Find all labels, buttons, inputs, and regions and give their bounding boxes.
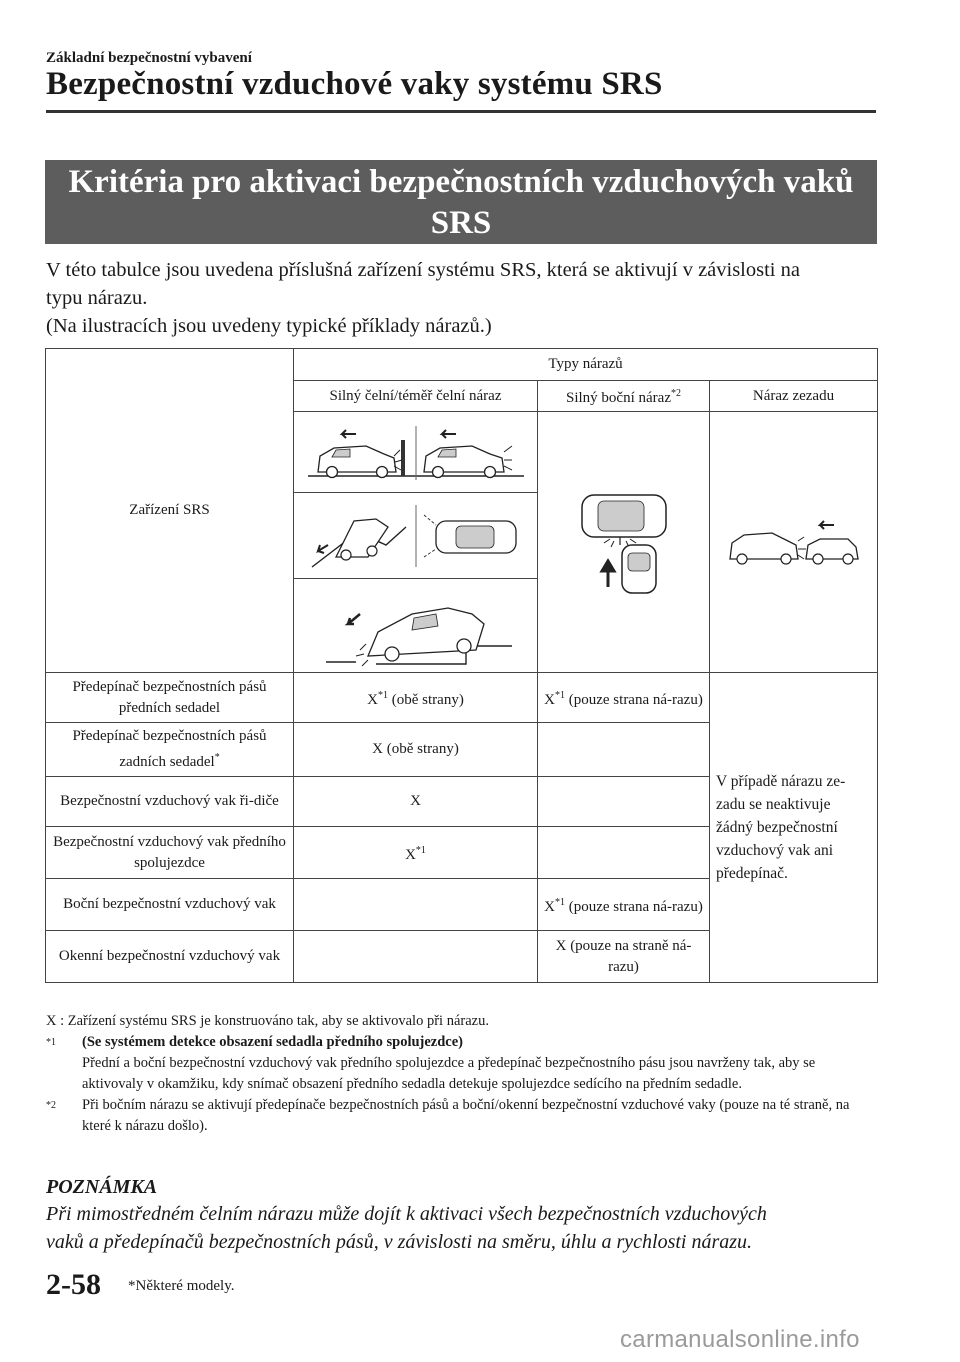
row-1-side <box>538 723 710 777</box>
row-1-device <box>46 723 294 777</box>
row-5-device <box>46 931 294 983</box>
models-note: *Některé modely. <box>128 1278 235 1294</box>
note-line-1: Při mimostředném čelním nárazu může dojít k aktivaci všech bezpečnostních vzduchových <box>46 1203 767 1225</box>
car-offset-impact-illustration <box>306 501 526 571</box>
footnote-1-mark: *1 <box>46 1037 56 1048</box>
col-frontal-header: Silný čelní/téměř čelní náraz <box>294 381 538 412</box>
note-text <box>46 1200 886 1256</box>
row-2-device <box>46 777 294 827</box>
col-side-header <box>538 381 710 412</box>
device-header: Zařízení SRS <box>46 349 294 673</box>
rear-illustration-cell <box>710 412 878 673</box>
intro-text <box>46 256 886 340</box>
frontal-illustration-cell <box>294 412 538 493</box>
row-0-frontal-suffix: (obě strany) <box>388 691 464 708</box>
footnote-2-mark: *2 <box>46 1100 56 1111</box>
watermark: carmanualsonline.info <box>620 1326 860 1353</box>
row-3-device <box>46 827 294 879</box>
row-0-side <box>538 673 710 723</box>
row-3-frontal-text: X <box>405 846 416 863</box>
row-0-side-suffix: (pouze strana ná-razu) <box>565 691 703 708</box>
x-legend: X : Zařízení systému SRS je konstruováno tak, aby se aktivovalo při nárazu. <box>46 1013 489 1029</box>
row-0-frontal-text: X <box>367 691 379 708</box>
banner-line-2: SRS <box>430 205 492 241</box>
footnote-1-title: (Se systémem detekce obsazení sedadla předního spolujezdce) <box>82 1034 464 1050</box>
row-0-side-text: X <box>544 691 555 708</box>
row-3-side <box>538 827 710 879</box>
row-4-side-suffix: (pouze strana ná-razu) <box>565 898 703 915</box>
row-2-frontal <box>294 777 538 827</box>
row-0-side-sup: *1 <box>555 689 565 701</box>
row-2-frontal-text: X <box>410 793 421 809</box>
car-side-impact-illustration <box>564 487 684 597</box>
row-0-frontal-sup: *1 <box>378 689 389 701</box>
rear-impact-note: V případě nárazu ze-zadu se neaktivuje žádný bezpečnostní vzduchový vak ani předepínač. <box>710 673 878 983</box>
row-4-side-sup: *1 <box>555 896 565 908</box>
footnote-1-text: Přední a boční bezpečnostní vzduchový vak předního spolujezdce a předepínač bezpečnostního pásu jsou navrženy tak, aby se aktivovaly v okamžiku, kdy snímač obsazení předního sedadla detekuje spolujezdce sedícího na předním sedadle. <box>82 1055 816 1092</box>
row-4-frontal <box>294 879 538 931</box>
row-4-device-text: Boční bezpečnostní vzduchový vak <box>63 896 276 912</box>
impact-types-header: Typy nárazů <box>294 349 878 381</box>
row-0-device <box>46 673 294 723</box>
row-0-device-text: Předepínač bezpečnostních pásů předních sedadel <box>72 678 267 716</box>
footnote-2 <box>46 1095 876 1137</box>
car-rear-impact-illustration <box>724 517 864 567</box>
row-3-device-text: Bezpečnostní vzduchový vak předního spolujezdce <box>53 833 286 871</box>
col-side-label: Silný boční náraz <box>566 390 671 406</box>
note-line-2: vaků a předepínačů bezpečnostních pásů, v závislosti na směru, úhlu a rychlosti nárazu. <box>46 1231 753 1253</box>
row-0-frontal <box>294 673 538 723</box>
table-legend <box>46 1011 876 1137</box>
footnote-1 <box>46 1032 876 1095</box>
page-title: Bezpečnostní vzduchové vaky systému SRS <box>46 66 663 102</box>
page-number: 2-58 <box>46 1268 101 1301</box>
note-title: POZNÁMKA <box>46 1176 158 1198</box>
row-5-frontal <box>294 931 538 983</box>
col-rear-header: Náraz zezadu <box>710 381 878 412</box>
row-1-device-sup: * <box>214 752 220 763</box>
row-3-frontal-sup: *1 <box>415 844 426 856</box>
banner-line-1: Kritéria pro aktivaci bezpečnostních vzduchových vaků <box>68 164 854 200</box>
car-ramp-impact-illustration <box>316 584 516 668</box>
row-5-device-text: Okenní bezpečnostní vzduchový vak <box>58 948 281 964</box>
intro-line-1: V této tabulce jsou uvedena příslušná zařízení systému SRS, která se aktivují v závislosti na <box>46 259 800 281</box>
col-side-sup: *2 <box>670 388 681 399</box>
intro-line-2: typu nárazu. <box>46 287 148 309</box>
row-5-side <box>538 931 710 983</box>
row-1-frontal <box>294 723 538 777</box>
intro-line-3: (Na ilustracích jsou uvedeny typické příklady nárazů.) <box>46 315 492 337</box>
offset-illustration-cell <box>294 493 538 579</box>
ramp-illustration-cell <box>294 579 538 673</box>
row-2-device-text: Bezpečnostní vzduchový vak ři-diče <box>60 793 279 809</box>
row-3-frontal <box>294 827 538 879</box>
row-1-device-text: Předepínač bezpečnostních pásů zadních sedadel <box>72 728 267 770</box>
srs-activation-table <box>45 348 878 983</box>
row-4-device <box>46 879 294 931</box>
row-4-side-text: X <box>544 898 555 915</box>
car-frontal-impact-illustration <box>306 422 526 482</box>
section-banner <box>45 160 877 244</box>
footnote-2-text: Při bočním nárazu se aktivují předepínače bezpečnostních pásů a boční/okenní bezpečnostní vzduchové vaky (pouze na té straně, na které k nárazu došlo). <box>82 1097 850 1134</box>
row-1-frontal-text: X (obě strany) <box>372 741 459 757</box>
section-label: Základní bezpečnostní vybavení <box>46 50 252 66</box>
row-2-side <box>538 777 710 827</box>
row-4-side <box>538 879 710 931</box>
side-illustration-cell <box>538 412 710 673</box>
row-5-side-text: X (pouze na straně ná-razu) <box>555 937 692 975</box>
title-rule <box>46 110 876 113</box>
